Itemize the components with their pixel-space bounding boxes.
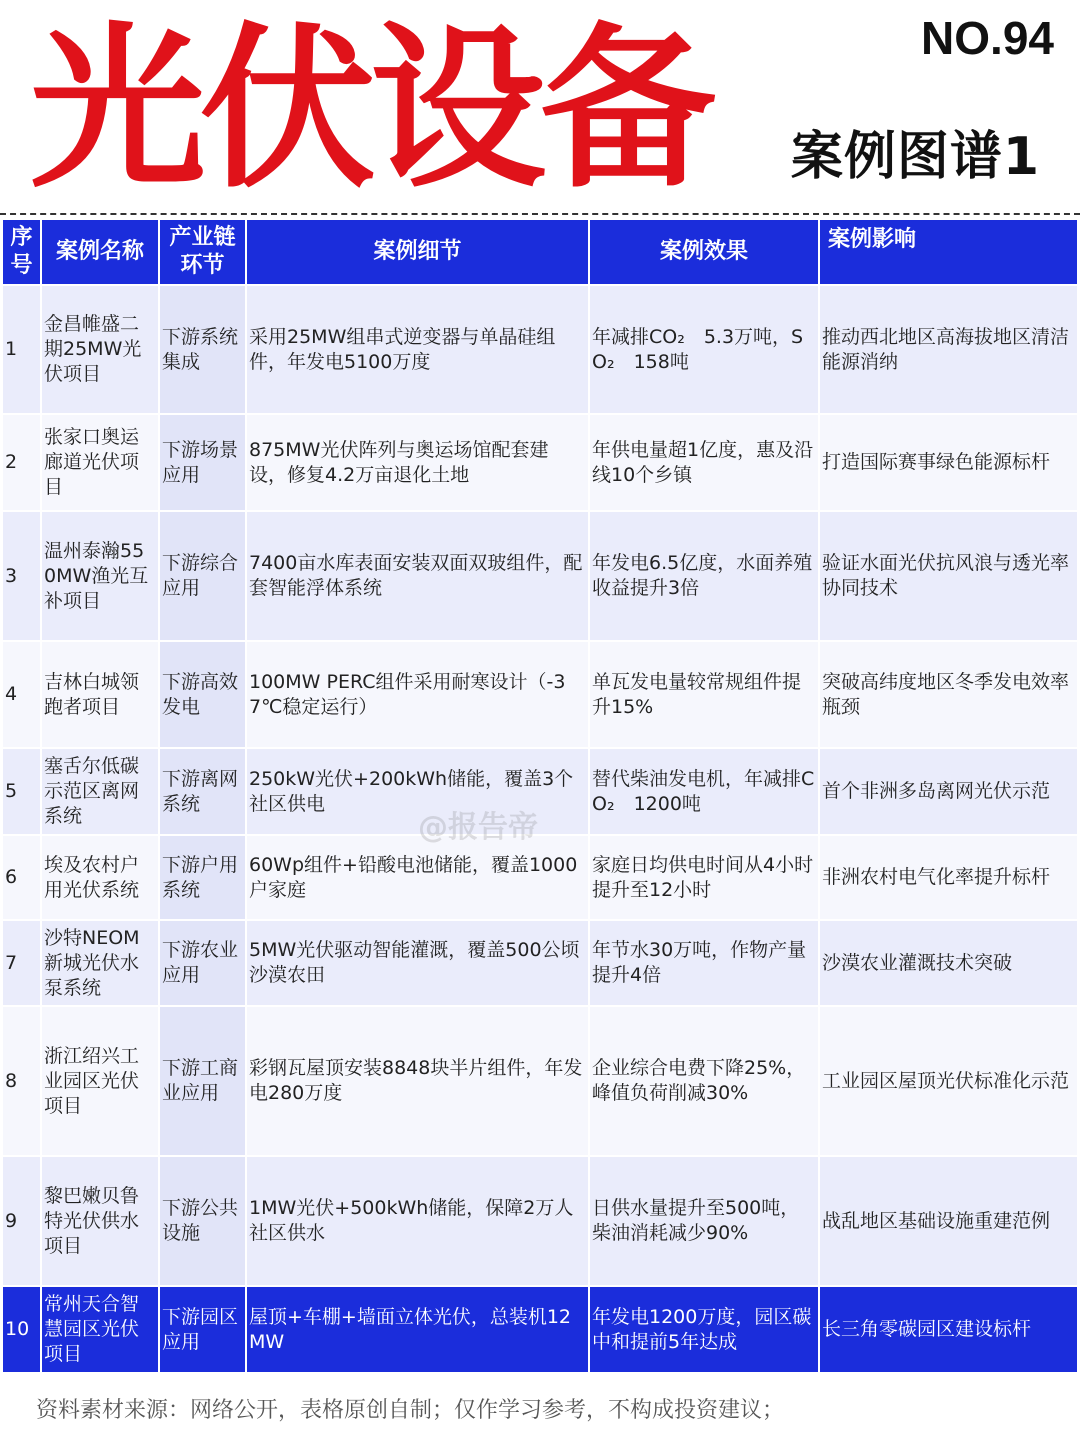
row-index: 8 (3, 1006, 41, 1156)
case-impact: 打造国际赛事绿色能源标杆 (819, 414, 1078, 511)
header-index: 序号 (3, 220, 41, 285)
case-name: 黎巴嫩贝鲁特光伏供水项目 (41, 1156, 159, 1286)
case-effect: 企业综合电费下降25%，峰值负荷削减30% (589, 1006, 819, 1156)
table-row (3, 920, 1078, 1006)
industry-chain: 下游户用系统 (159, 835, 246, 920)
table-row (3, 641, 1078, 748)
table-row (3, 511, 1078, 641)
industry-chain: 下游园区应用 (159, 1286, 246, 1373)
case-detail: 屋顶+车棚+墙面立体光伏，总装机12MW (246, 1286, 589, 1373)
header-chain: 产业链环节 (159, 220, 246, 285)
case-detail: 875MW光伏阵列与奥运场馆配套建设，修复4.2万亩退化土地 (246, 414, 589, 511)
case-effect: 替代柴油发电机，年减排CO₂ 1200吨 (589, 748, 819, 835)
industry-chain: 下游公共设施 (159, 1156, 246, 1286)
row-index: 9 (3, 1156, 41, 1286)
industry-chain: 下游离网系统 (159, 748, 246, 835)
row-index: 5 (3, 748, 41, 835)
header-impact: 案例影响 (819, 220, 1078, 285)
case-effect: 年减排CO₂ 5.3万吨，SO₂ 158吨 (589, 285, 819, 414)
dashed-divider (0, 213, 1080, 215)
table-row (3, 1006, 1078, 1156)
case-name: 吉林白城领跑者项目 (41, 641, 159, 748)
case-table (3, 220, 1079, 1374)
industry-chain: 下游综合应用 (159, 511, 246, 641)
case-effect: 年供电量超1亿度，惠及沿线10个乡镇 (589, 414, 819, 511)
source-footnote: 资料素材来源：网络公开，表格原创自制；仅作学习参考，不构成投资建议； (36, 1398, 785, 1423)
table-row (3, 1286, 1078, 1373)
case-detail: 1MW光伏+500kWh储能，保障2万人社区供水 (246, 1156, 589, 1286)
case-impact: 长三角零碳园区建设标杆 (819, 1286, 1078, 1373)
case-detail: 7400亩水库表面安装双面双玻组件，配套智能浮体系统 (246, 511, 589, 641)
page-subtitle: 案例图谱1 (790, 127, 1040, 187)
table-row (3, 285, 1078, 414)
case-effect: 日供水量提升至500吨，柴油消耗减少90% (589, 1156, 819, 1286)
case-detail: 250kW光伏+200kWh储能，覆盖3个社区供电 (246, 748, 589, 835)
row-index: 3 (3, 511, 41, 641)
table-row (3, 1156, 1078, 1286)
case-name: 塞舌尔低碳示范区离网系统 (41, 748, 159, 835)
industry-chain: 下游高效发电 (159, 641, 246, 748)
case-name: 沙特NEOM新城光伏水泵系统 (41, 920, 159, 1006)
case-effect: 年节水30万吨，作物产量提升4倍 (589, 920, 819, 1006)
case-impact: 战乱地区基础设施重建范例 (819, 1156, 1078, 1286)
table-row (3, 414, 1078, 511)
case-name: 常州天合智慧园区光伏项目 (41, 1286, 159, 1373)
issue-number: NO.94 (921, 12, 1054, 64)
case-detail: 100MW PERC组件采用耐寒设计（-37℃稳定运行） (246, 641, 589, 748)
case-detail: 采用25MW组串式逆变器与单晶硅组件，年发电5100万度 (246, 285, 589, 414)
watermark: @报告帝 (418, 810, 538, 845)
case-impact: 沙漠农业灌溉技术突破 (819, 920, 1078, 1006)
table-header-row (3, 220, 1078, 285)
industry-chain: 下游农业应用 (159, 920, 246, 1006)
row-index: 4 (3, 641, 41, 748)
case-name: 温州泰瀚550MW渔光互补项目 (41, 511, 159, 641)
case-effect: 年发电6.5亿度，水面养殖收益提升3倍 (589, 511, 819, 641)
row-index: 2 (3, 414, 41, 511)
row-index: 6 (3, 835, 41, 920)
case-effect: 家庭日均供电时间从4小时提升至12小时 (589, 835, 819, 920)
header-detail: 案例细节 (246, 220, 589, 285)
row-index: 10 (3, 1286, 41, 1373)
case-name: 浙江绍兴工业园区光伏项目 (41, 1006, 159, 1156)
case-impact: 突破高纬度地区冬季发电效率瓶颈 (819, 641, 1078, 748)
case-detail: 彩钢瓦屋顶安装8848块半片组件，年发电280万度 (246, 1006, 589, 1156)
case-detail: 5MW光伏驱动智能灌溉，覆盖500公顷沙漠农田 (246, 920, 589, 1006)
case-name: 张家口奥运廊道光伏项目 (41, 414, 159, 511)
case-impact: 非洲农村电气化率提升标杆 (819, 835, 1078, 920)
case-name: 金昌帷盛二期25MW光伏项目 (41, 285, 159, 414)
header-name: 案例名称 (41, 220, 159, 285)
industry-chain: 下游场景应用 (159, 414, 246, 511)
table-row (3, 835, 1078, 920)
case-name: 埃及农村户用光伏系统 (41, 835, 159, 920)
header-effect: 案例效果 (589, 220, 819, 285)
industry-chain: 下游工商业应用 (159, 1006, 246, 1156)
row-index: 1 (3, 285, 41, 414)
case-impact: 首个非洲多岛离网光伏示范 (819, 748, 1078, 835)
industry-chain: 下游系统集成 (159, 285, 246, 414)
row-index: 7 (3, 920, 41, 1006)
case-effect: 单瓦发电量较常规组件提升15% (589, 641, 819, 748)
case-impact: 工业园区屋顶光伏标准化示范 (819, 1006, 1078, 1156)
case-detail: 60Wp组件+铅酸电池储能，覆盖1000户家庭 (246, 835, 589, 920)
case-effect: 年发电1200万度，园区碳中和提前5年达成 (589, 1286, 819, 1373)
case-impact: 验证水面光伏抗风浪与透光率协同技术 (819, 511, 1078, 641)
case-impact: 推动西北地区高海拔地区清洁能源消纳 (819, 285, 1078, 414)
page-title: 光伏设备 (30, 7, 711, 212)
table-row (3, 748, 1078, 835)
